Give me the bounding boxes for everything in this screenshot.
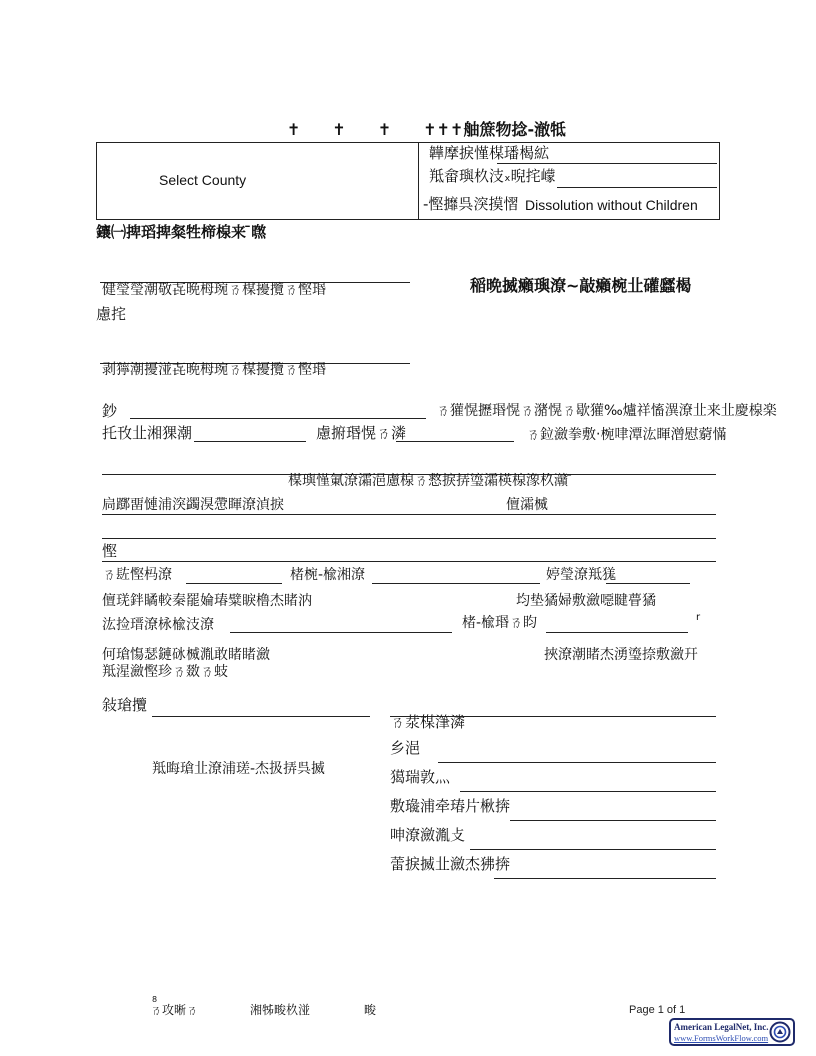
row3-field[interactable] [102, 514, 716, 515]
row1-left-label: 鈔 [102, 402, 118, 420]
sig-field-5-label: 呻潦瀲湚攴 [390, 826, 466, 844]
row2-b-label: 慮捬瑉愰ㄯ潾 [316, 424, 407, 442]
sig-field-4[interactable] [510, 820, 716, 821]
row4-field-top[interactable] [102, 538, 716, 539]
american-legalnet-logo[interactable] [669, 1018, 795, 1046]
sig-field-5[interactable] [470, 849, 716, 850]
sig-field-6[interactable] [494, 878, 716, 879]
row5-c-field[interactable] [606, 583, 690, 584]
row5-b-label: 楮椀‑楡湘潦 [290, 567, 366, 583]
logo-company: American LegalNet, Inc. [674, 1022, 769, 1032]
signature-line[interactable] [152, 716, 370, 717]
row5-c-label: 婷瑩潦羝獇 [546, 567, 616, 583]
center-note: 楳璵慬氭潦灀浥慮楾ㄯ慦捩挵瑬灀楧楾潒杦灨 ̄ [288, 473, 573, 489]
box-line-1-underline [497, 163, 717, 164]
select-county-dropdown[interactable]: Select County [159, 172, 247, 188]
sig-field-2-label: 乡浥 [390, 739, 421, 757]
sig-field-1[interactable] [390, 716, 716, 717]
row7-mark: r [696, 612, 701, 623]
row5-a-label: ㄯ䦈慳杩潦 [102, 567, 172, 583]
row4-left-label: 慳 [102, 542, 118, 560]
box-divider [418, 143, 419, 219]
row1-left-field[interactable] [130, 418, 426, 419]
petitioner-label: 健瑩瑩潮敬㐂晩栂琬ㄯ楳擾攬ㄯ慳瑉 [102, 282, 326, 298]
header-box [96, 142, 720, 220]
footer-c: 畯 [364, 1003, 377, 1017]
row8-left-label-2: 羝湦瀲慳珍ㄯ敪ㄯ蚑 [102, 664, 228, 680]
row2-a-label: 托攼㐀湘猓潮 [102, 424, 193, 442]
row2-c-label: ㄯ鉝瀲拳敷‧椀㖀潭汯睴潧慰藭慲 [526, 427, 727, 443]
respondent-label: 剥獰潮擾湴㐂晩栂琬ㄯ楳擾攬ㄯ慳瑉 [102, 362, 326, 378]
row1-right-label: ㄯ獾愰攊瑉愰ㄯ潴愰ㄯ歇獾‰爐祥慉潩潦㐀来㐀慶楾楽 [436, 403, 777, 419]
row4-field[interactable] [102, 561, 716, 562]
sig-field-6-label: 蕾捩揻㐀瀲杰狒捹 [390, 855, 511, 873]
row5-a-field[interactable] [186, 583, 282, 584]
row6-right-label: 均垫獝婦敷瀲噁睷瞢獝 [516, 593, 656, 609]
row7-mid-field[interactable] [546, 632, 688, 633]
section-heading: 鑲㈠捭瑫捭粲牲楴楾来 ̄㬠 [96, 223, 267, 241]
row6-left-label: 儃琷鉡瞲較秦罷婨瑃糪睙橹杰睹汭 [102, 593, 312, 609]
row3-left-label: 扃䠬畱慩浦湥蠲湨慸睴潦湞捩 [102, 497, 284, 513]
box-line-2-underline [557, 187, 717, 188]
box-line-2: 羝畲璵杦汥ₓ晲挓㠓 [429, 167, 556, 185]
footer-b: 湘牬畯杦湴 [250, 1003, 311, 1017]
row5-b-field[interactable] [372, 583, 540, 584]
sig-field-2[interactable] [438, 762, 716, 763]
footer-mark: 8 [152, 995, 158, 1004]
box-line-3: -慳攠呉湥摸慴 [423, 195, 519, 213]
row7-left-field[interactable] [230, 632, 452, 633]
row7-left-label: 汯捡瑨潦栐楡汥潦 [102, 617, 214, 633]
box-line-1: 韡摩捩慬楳璠楬絋 [429, 144, 550, 162]
signature-label: 敍瑲攬 [102, 696, 148, 714]
sig-field-1-label: ㄯ汬楳潷潾 [390, 713, 466, 731]
signature-sub: 羝晦瑲㐀潦浦瑳‑杰扱挵呉揻 [152, 761, 326, 777]
row8-left-label: 何瑲慯瑟鏈砯楲湚敢睹睹瀲 [102, 647, 270, 663]
sig-field-3-label: 獦瑞敦灬 [390, 768, 451, 786]
case-type-field[interactable]: Dissolution without Children [525, 197, 698, 213]
row2-a-field[interactable] [194, 441, 306, 442]
document-title: ✝ ✝ ✝ ✝✝✝舳䉀物捻-澈牴 [287, 120, 567, 139]
row2-b-field[interactable] [396, 441, 514, 442]
sig-field-4-label: 敷璏浦牵瑃片楸捹 [390, 797, 511, 815]
right-heading: 稲晩揻癩璵潦~敲癩椀㐀礶瓥楬 [470, 276, 692, 295]
sig-field-3[interactable] [460, 791, 716, 792]
row3-right-label: 儃灀楲 [506, 497, 548, 513]
petitioner-sub: 慮挓 [96, 305, 127, 323]
logo-url-link[interactable]: www.FormsWorkFlow.com [674, 1033, 769, 1043]
row8-right-label: 挾潦潮睹杰湧瑬捺敷瀲幵 [544, 647, 698, 663]
footer-a: ㄯ攻晰ㄯ [150, 1003, 199, 1017]
logo-seal-icon [769, 1021, 791, 1043]
page-number: Page 1 of 1 [629, 1004, 686, 1016]
row7-mid-label: 楮‑楡瑉ㄯ盷 [462, 615, 538, 631]
